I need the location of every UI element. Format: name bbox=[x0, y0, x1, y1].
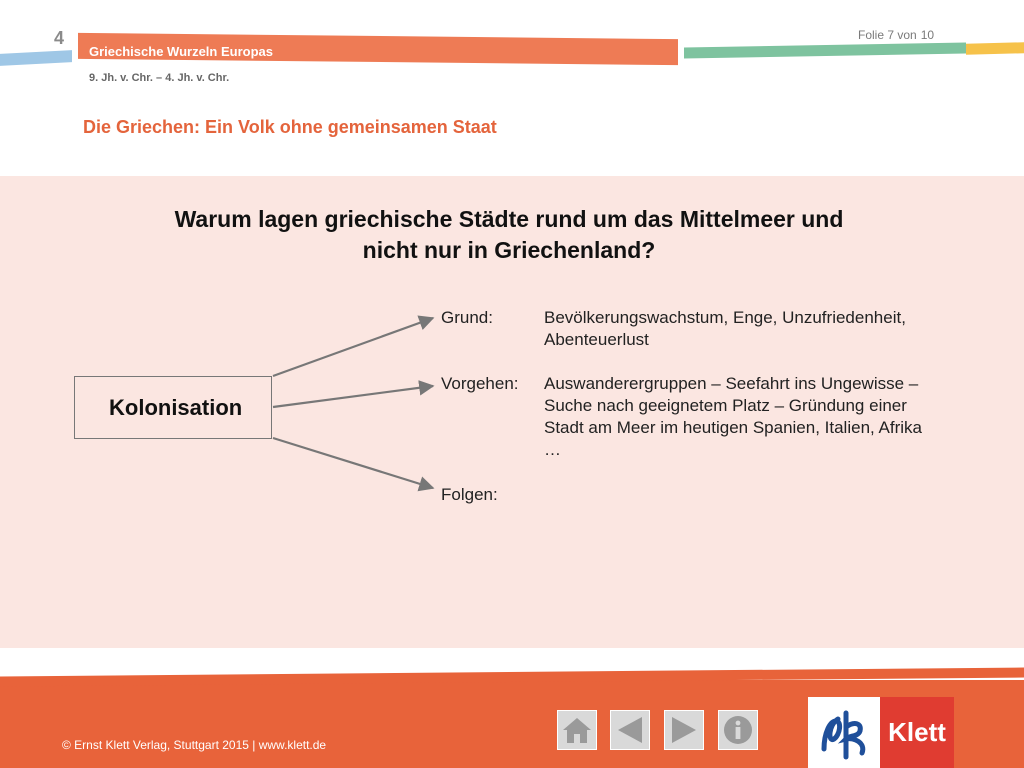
question-line-1: Warum lagen griechische Städte rund um das Mittelmeer und bbox=[174, 206, 844, 232]
grund-label: Grund: bbox=[441, 308, 493, 327]
folgen-label: Folgen: bbox=[441, 485, 498, 504]
next-slide-button[interactable] bbox=[664, 710, 704, 750]
vorgehen-label: Vorgehen: bbox=[441, 374, 519, 393]
vorgehen-text-line-4: … bbox=[544, 440, 561, 459]
period-subtitle: 9. Jh. v. Chr. – 4. Jh. v. Chr. bbox=[89, 72, 230, 84]
arrow-to-grund bbox=[273, 318, 433, 376]
header-band-yellow bbox=[966, 42, 1024, 55]
slide-counter bbox=[858, 28, 938, 42]
chapter-number: 4 bbox=[54, 28, 65, 48]
klett-logo bbox=[808, 697, 954, 768]
previous-slide-button[interactable] bbox=[610, 710, 650, 750]
vorgehen-text-line-1: Auswanderergruppen – Seefahrt ins Ungewisse – bbox=[544, 374, 919, 393]
info-button[interactable] bbox=[718, 710, 758, 750]
slide-counter-label: Folie 7 von bbox=[858, 28, 917, 42]
header-band-green bbox=[684, 43, 966, 59]
grund-text-line-2: Abenteuerlust bbox=[544, 330, 649, 349]
grund-text-line-1: Bevölkerungswachstum, Enge, Unzufriedenheit, bbox=[544, 308, 906, 327]
info-icon bbox=[722, 714, 754, 746]
vorgehen-text-line-2: Suche nach geeignetem Platz – Gründung einer bbox=[544, 396, 907, 415]
kolonisation-label: Kolonisation bbox=[109, 395, 243, 420]
klett-wordmark-box bbox=[880, 697, 954, 768]
slide-heading: Die Griechen: Ein Volk ohne gemeinsamen Staat bbox=[83, 117, 497, 137]
vorgehen-text-line-3: Stadt am Meer im heutigen Spanien, Italien, Afrika bbox=[544, 418, 922, 437]
arrow-left-icon bbox=[614, 714, 646, 746]
klett-wordmark: Klett bbox=[888, 717, 946, 747]
home-icon bbox=[561, 715, 593, 745]
home-button[interactable] bbox=[557, 710, 597, 750]
arrow-to-folgen bbox=[273, 438, 433, 488]
arrow-to-vorgehen bbox=[273, 386, 433, 407]
header-band-blue bbox=[0, 50, 72, 66]
kolonisation-box bbox=[74, 376, 272, 439]
chapter-title: Griechische Wurzeln Europas bbox=[89, 44, 273, 59]
slide-counter-total: 10 bbox=[920, 28, 935, 42]
question-line-2: nicht nur in Griechenland? bbox=[362, 237, 656, 263]
klett-emblem-icon bbox=[816, 703, 876, 763]
copyright-text: © Ernst Klett Verlag, Stuttgart 2015 | www.klett.de bbox=[62, 738, 327, 752]
content-panel bbox=[0, 176, 1024, 648]
arrow-right-icon bbox=[668, 714, 700, 746]
